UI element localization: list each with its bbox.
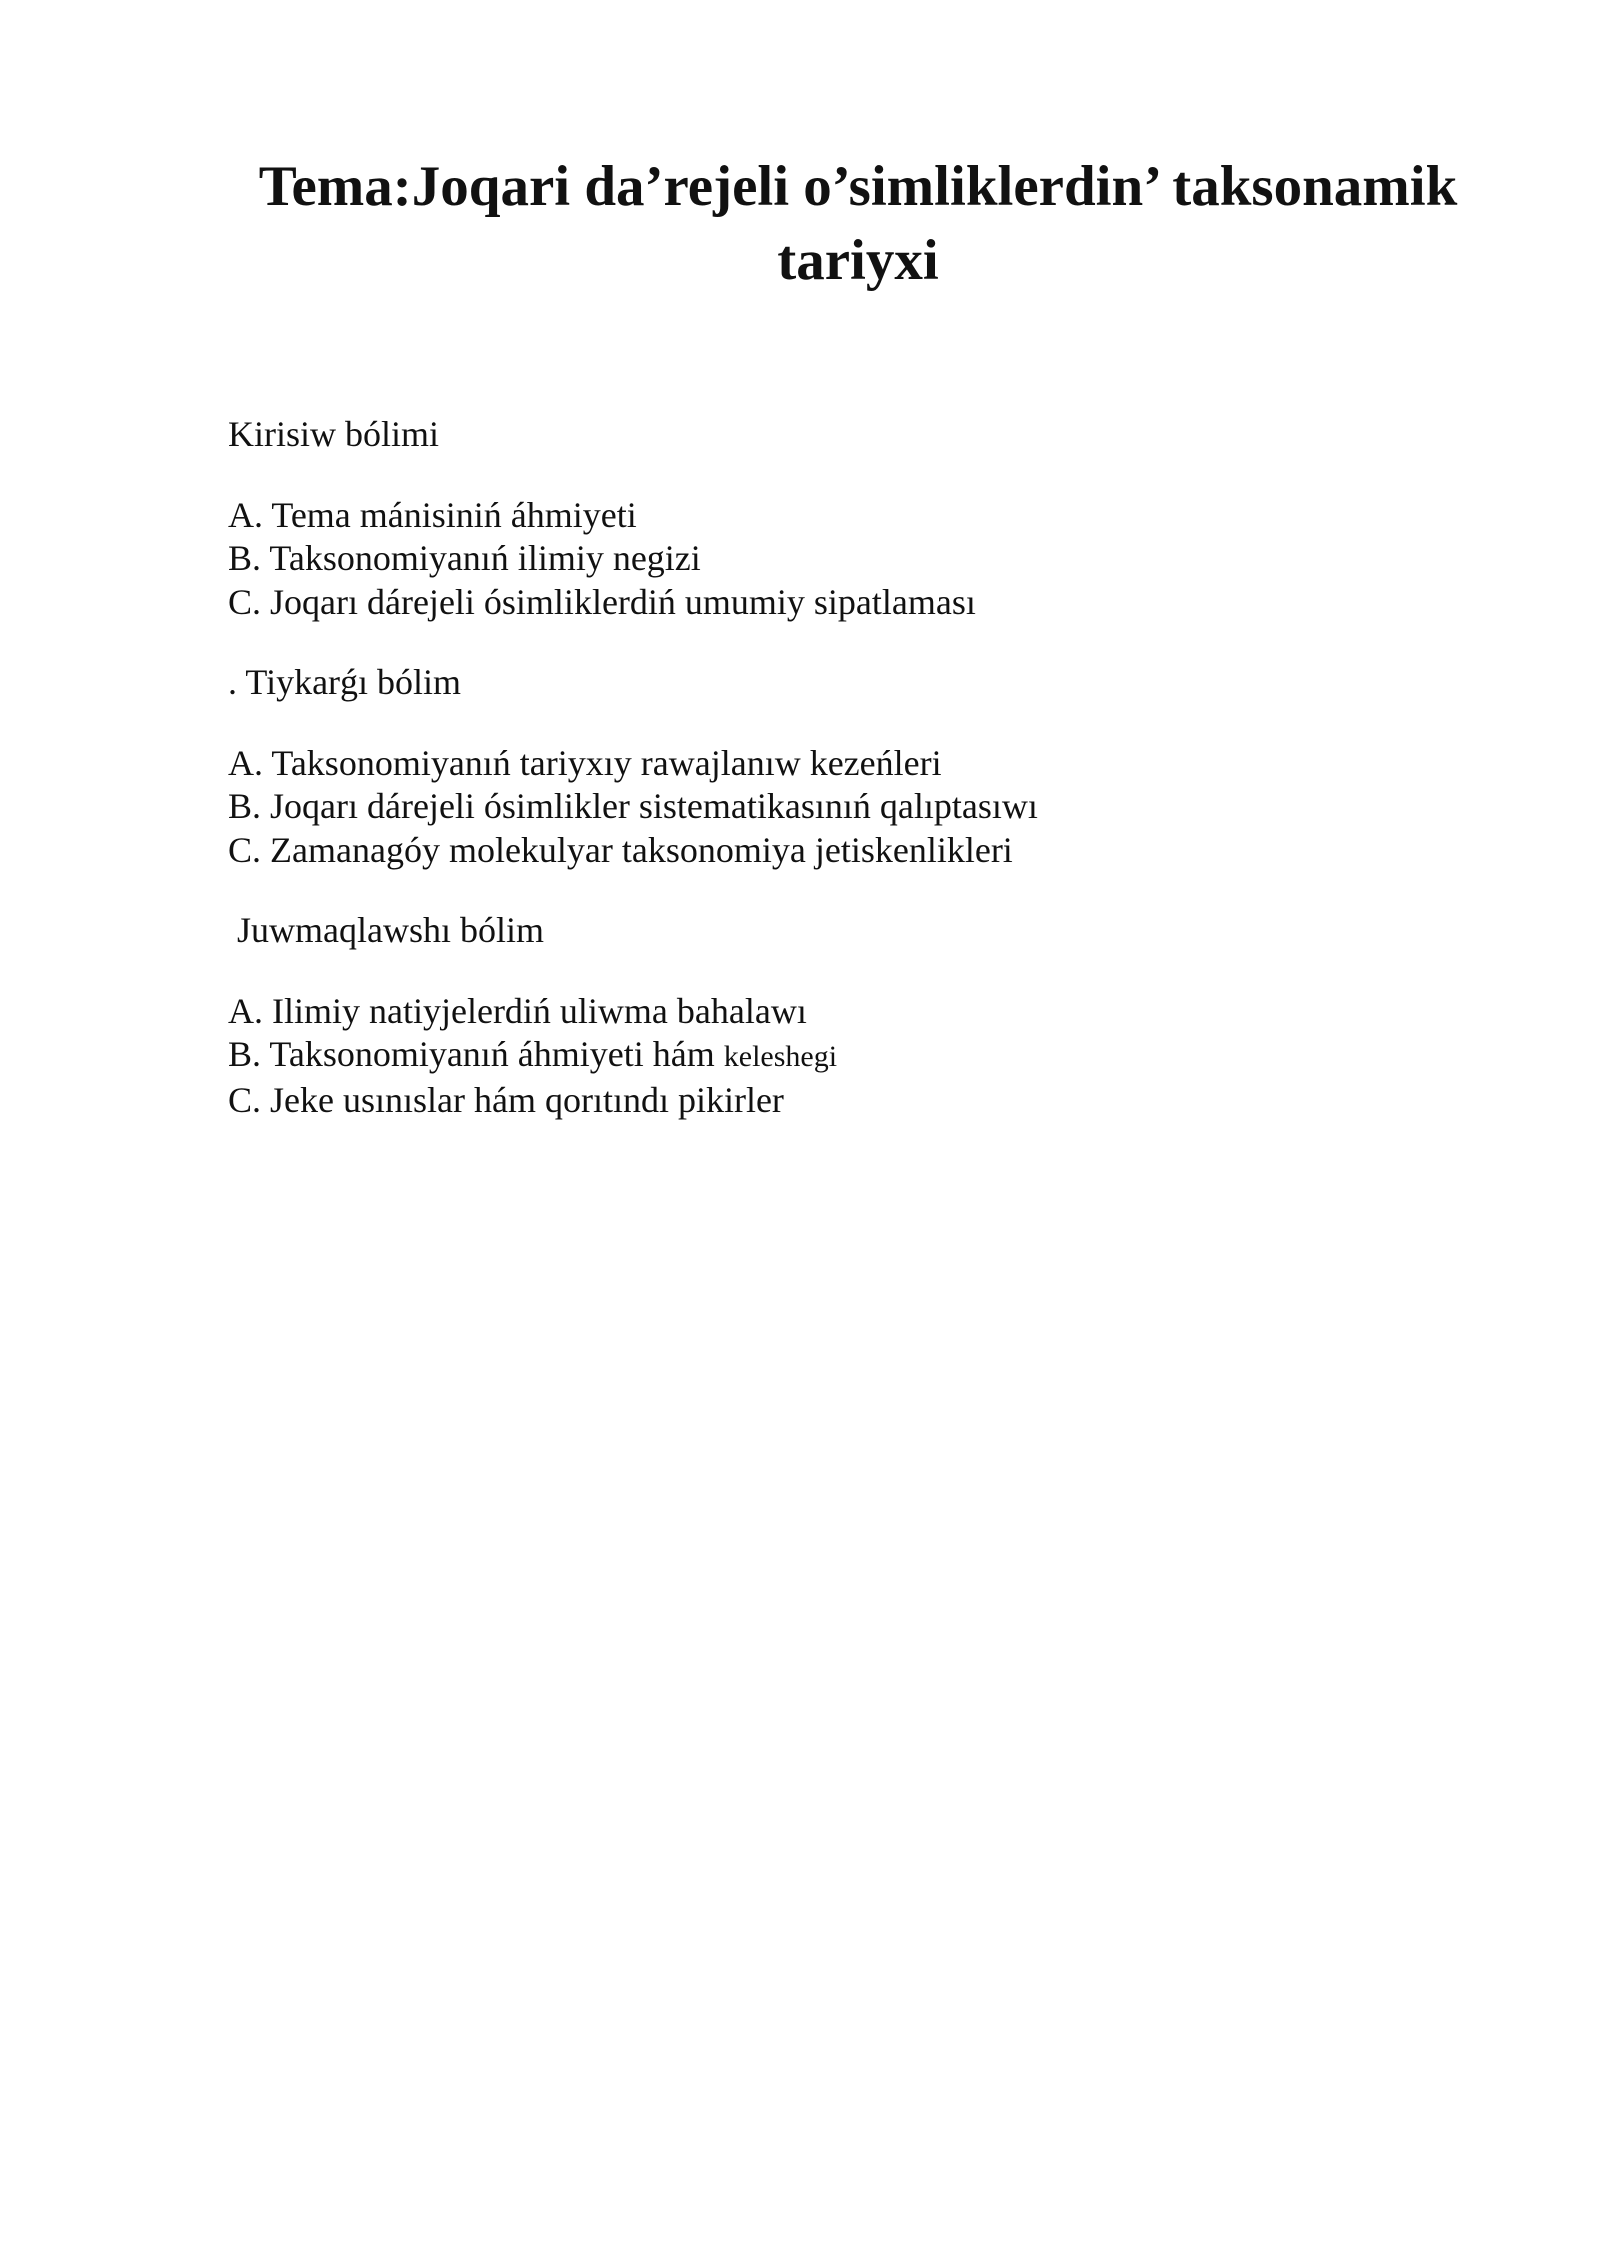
list-item: C. Zamanagóy molekulyar taksonomiya jetiskenlikleri	[228, 829, 1013, 870]
section-heading-conclusion: Juwmaqlawshı bólim	[228, 910, 544, 950]
section-heading-introduction: Kirisiw bólimi	[228, 414, 440, 454]
list-item: B. Joqarı dárejeli ósimlikler sistematikasınıń qalıptasıwı	[228, 786, 1038, 826]
section-list-introduction	[228, 494, 1428, 625]
document-outline	[228, 413, 1428, 1159]
list-item: C. Jeke usınıslar hám qorıtındı pikirler	[228, 1079, 784, 1120]
list-item-with-tail	[228, 1033, 1428, 1079]
list-item: A. Tema mánisiniń áhmiyeti	[228, 494, 637, 535]
list-item: C. Joqarı dárejeli ósimliklerdiń umumiy sipatlaması	[228, 581, 976, 622]
document-title: Tema:Joqari da’rejeli o’simliklerdin’ taksonamik tariyxi	[258, 155, 1458, 292]
list-item: A. Ilimiy natiyjelerdiń uliwma bahalawı	[228, 990, 807, 1031]
list-item-text: B. Taksonomiyanıń áhmiyeti hám	[228, 1034, 724, 1074]
list-item: A. Taksonomiyanıń tariyxıy rawajlanıw kezeńleri	[228, 742, 942, 783]
section-list-main	[228, 742, 1428, 873]
section-list-conclusion	[228, 990, 1428, 1123]
section-heading-main: . Tiykarǵı bólim	[228, 662, 462, 702]
list-item: B. Taksonomiyanıń ilimiy negizi	[228, 538, 701, 578]
list-item-tail: keleshegi	[723, 1040, 838, 1073]
